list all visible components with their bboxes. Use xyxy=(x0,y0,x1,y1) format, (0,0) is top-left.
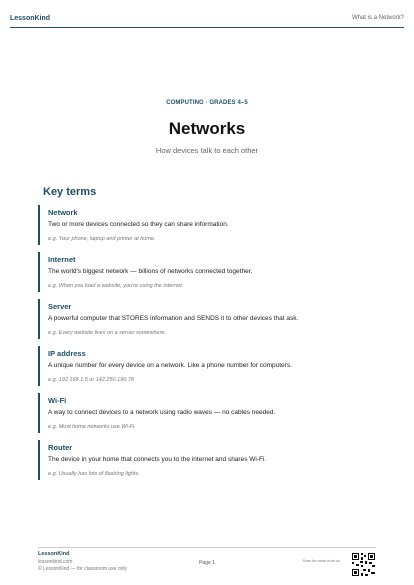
key-terms-list xyxy=(38,205,378,487)
qr-caption: Scan for more from us xyxy=(302,559,340,563)
footer-copyright: © LessonKind — for classroom use only xyxy=(38,566,128,572)
qr-code-icon xyxy=(351,552,376,577)
term-name: Router xyxy=(48,443,73,452)
term-example: e.g. Most home networks use Wi-Fi. xyxy=(48,424,136,430)
term-example: e.g. Usually has lots of flashing lights. xyxy=(48,471,140,477)
header-divider xyxy=(10,27,404,28)
term-definition: The world's biggest network — billions of networks connected together. xyxy=(48,268,253,275)
header-brand: LessonKind xyxy=(10,15,51,22)
section-heading: Key terms xyxy=(43,186,97,198)
header-doc-title: What is a Network? xyxy=(351,15,404,21)
footer-url: lessonkind.com xyxy=(38,559,73,565)
term-example: e.g. 192.168.1.5 or 142.250.190.78 xyxy=(48,377,134,383)
page-title: Networks xyxy=(168,119,246,138)
term-definition: Two or more devices connected so they can share information. xyxy=(48,221,229,228)
term-name: Server xyxy=(48,302,72,311)
term-card xyxy=(38,252,378,292)
subject-eyebrow: COMPUTING · GRADES 4–5 xyxy=(166,100,248,106)
term-card xyxy=(38,205,378,245)
page-number: Page 1 xyxy=(199,560,215,566)
term-example: e.g. Every website lives on a server somewhere. xyxy=(48,330,166,336)
term-definition: A way to connect devices to a network using radio waves — no cables needed. xyxy=(48,409,276,416)
footer-brand: LessonKind xyxy=(38,551,70,557)
term-name: Wi-Fi xyxy=(48,396,67,405)
term-definition: The device in your home that connects you to the internet and shares Wi-Fi. xyxy=(48,456,267,463)
term-example: e.g. Your phone, laptop and printer at home. xyxy=(48,236,156,242)
page-header xyxy=(0,0,414,32)
term-example: e.g. When you load a website, you're using the internet. xyxy=(48,283,184,289)
term-card xyxy=(38,393,378,433)
term-name: IP address xyxy=(48,349,86,358)
footer-divider xyxy=(38,547,376,548)
term-definition: A unique number for every device on a network. Like a phone number for computers. xyxy=(48,362,292,369)
term-card xyxy=(38,440,378,480)
term-card xyxy=(38,346,378,386)
term-name: Network xyxy=(48,208,78,217)
term-definition: A powerful computer that STORES information and SENDS it to other devices that ask. xyxy=(48,315,299,322)
term-name: Internet xyxy=(48,255,76,264)
term-card xyxy=(38,299,378,339)
page-subtitle: How devices talk to each other xyxy=(155,146,259,155)
